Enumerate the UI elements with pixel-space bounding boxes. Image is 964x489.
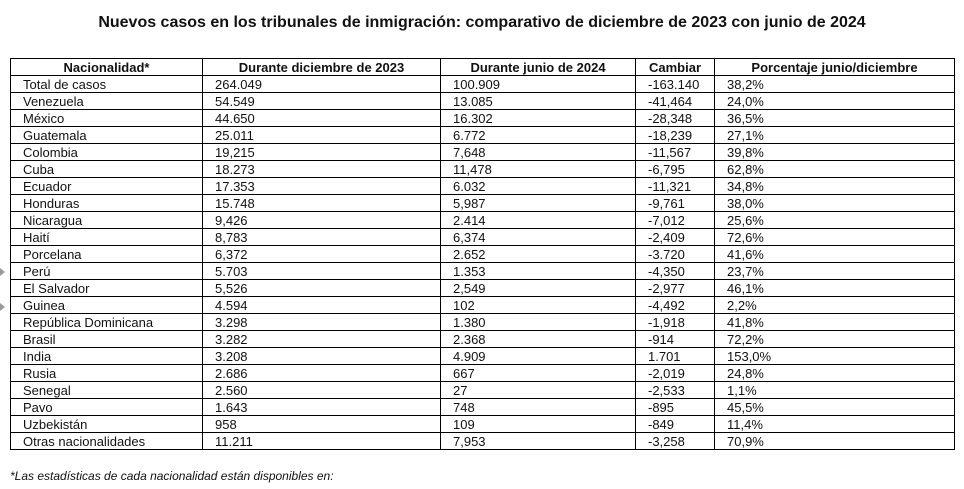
cell-june-2024: 27	[441, 382, 636, 399]
cell-change: -4,350	[636, 263, 715, 280]
table-row	[11, 76, 955, 93]
cell-december-2023: 11.211	[203, 433, 441, 450]
cell-june-2024: 6.772	[441, 127, 636, 144]
cell-december-2023: 18.273	[203, 161, 441, 178]
cell-percentage: 41,8%	[715, 314, 955, 331]
table-row	[11, 93, 955, 110]
cell-december-2023: 1.643	[203, 399, 441, 416]
cell-percentage: 153,0%	[715, 348, 955, 365]
cell-june-2024: 109	[441, 416, 636, 433]
cell-percentage: 11,4%	[715, 416, 955, 433]
cell-change: -2,409	[636, 229, 715, 246]
table-row	[11, 144, 955, 161]
table-row	[11, 263, 955, 280]
cell-change: -3,258	[636, 433, 715, 450]
cell-change: -7,012	[636, 212, 715, 229]
cell-nationality: Otras nacionalidades	[11, 433, 203, 450]
cell-percentage: 72,2%	[715, 331, 955, 348]
cell-change: -3.720	[636, 246, 715, 263]
table-row	[11, 280, 955, 297]
cell-percentage: 72,6%	[715, 229, 955, 246]
footnote: *Las estadísticas de cada nacionalidad están disponibles en:	[10, 469, 334, 483]
cell-percentage: 34,8%	[715, 178, 955, 195]
cell-nationality: México	[11, 110, 203, 127]
cell-change: -2,019	[636, 365, 715, 382]
cell-june-2024: 2.368	[441, 331, 636, 348]
cell-june-2024: 13.085	[441, 93, 636, 110]
table-row	[11, 382, 955, 399]
cell-change: 1.701	[636, 348, 715, 365]
cell-december-2023: 4.594	[203, 297, 441, 314]
cell-june-2024: 5,987	[441, 195, 636, 212]
cell-change: -1,918	[636, 314, 715, 331]
cell-june-2024: 100.909	[441, 76, 636, 93]
cell-june-2024: 1.353	[441, 263, 636, 280]
cell-december-2023: 15.748	[203, 195, 441, 212]
cell-december-2023: 3.208	[203, 348, 441, 365]
header-percentage: Porcentaje junio/diciembre	[715, 59, 955, 76]
cell-percentage: 27,1%	[715, 127, 955, 144]
table-row	[11, 314, 955, 331]
cell-change: -11,567	[636, 144, 715, 161]
cell-percentage: 38,0%	[715, 195, 955, 212]
cell-percentage: 24,0%	[715, 93, 955, 110]
cell-december-2023: 9,426	[203, 212, 441, 229]
cell-december-2023: 264.049	[203, 76, 441, 93]
cell-nationality: Pavo	[11, 399, 203, 416]
table-row	[11, 399, 955, 416]
cell-december-2023: 8,783	[203, 229, 441, 246]
header-change: Cambiar	[636, 59, 715, 76]
cell-change: -28,348	[636, 110, 715, 127]
cell-june-2024: 2.652	[441, 246, 636, 263]
cell-percentage: 24,8%	[715, 365, 955, 382]
cell-nationality: Venezuela	[11, 93, 203, 110]
header-june-2024: Durante junio de 2024	[441, 59, 636, 76]
cell-nationality: Guatemala	[11, 127, 203, 144]
cell-percentage: 41,6%	[715, 246, 955, 263]
cell-december-2023: 5.703	[203, 263, 441, 280]
header-december-2023: Durante diciembre de 2023	[203, 59, 441, 76]
table-row	[11, 195, 955, 212]
cell-nationality: Rusia	[11, 365, 203, 382]
cell-percentage: 45,5%	[715, 399, 955, 416]
cell-nationality: Senegal	[11, 382, 203, 399]
cell-change: -9,761	[636, 195, 715, 212]
cell-percentage: 39,8%	[715, 144, 955, 161]
table-body	[11, 76, 955, 450]
cell-nationality: Colombia	[11, 144, 203, 161]
table-row	[11, 212, 955, 229]
header-nationality: Nacionalidad*	[11, 59, 203, 76]
cell-june-2024: 16.302	[441, 110, 636, 127]
cell-change: -914	[636, 331, 715, 348]
cell-percentage: 46,1%	[715, 280, 955, 297]
table-row	[11, 331, 955, 348]
cell-june-2024: 11,478	[441, 161, 636, 178]
cell-change: -849	[636, 416, 715, 433]
cell-percentage: 62,8%	[715, 161, 955, 178]
table-row	[11, 365, 955, 382]
cell-nationality: Ecuador	[11, 178, 203, 195]
cell-percentage: 70,9%	[715, 433, 955, 450]
cell-december-2023: 54.549	[203, 93, 441, 110]
table-row	[11, 297, 955, 314]
cell-nationality: India	[11, 348, 203, 365]
table-row	[11, 229, 955, 246]
cell-june-2024: 6,374	[441, 229, 636, 246]
cell-change: -11,321	[636, 178, 715, 195]
table-row	[11, 416, 955, 433]
cell-change: -2,533	[636, 382, 715, 399]
cell-percentage: 38,2%	[715, 76, 955, 93]
cell-december-2023: 3.282	[203, 331, 441, 348]
cell-change: -163.140	[636, 76, 715, 93]
cell-nationality: Honduras	[11, 195, 203, 212]
cell-december-2023: 5,526	[203, 280, 441, 297]
cell-nationality: El Salvador	[11, 280, 203, 297]
cell-nationality: Porcelana	[11, 246, 203, 263]
cell-change: -2,977	[636, 280, 715, 297]
cell-nationality: Guinea	[11, 297, 203, 314]
cell-percentage: 1,1%	[715, 382, 955, 399]
table-row	[11, 348, 955, 365]
cell-june-2024: 667	[441, 365, 636, 382]
cell-december-2023: 958	[203, 416, 441, 433]
cell-june-2024: 748	[441, 399, 636, 416]
cell-change: -18,239	[636, 127, 715, 144]
table-row	[11, 161, 955, 178]
cell-june-2024: 102	[441, 297, 636, 314]
cell-change: -4,492	[636, 297, 715, 314]
cases-table	[10, 58, 955, 450]
cell-change: -41,464	[636, 93, 715, 110]
cell-june-2024: 4.909	[441, 348, 636, 365]
cell-change: -895	[636, 399, 715, 416]
cell-percentage: 36,5%	[715, 110, 955, 127]
cell-nationality: Uzbekistán	[11, 416, 203, 433]
cell-december-2023: 6,372	[203, 246, 441, 263]
cell-nationality: Perú	[11, 263, 203, 280]
cell-june-2024: 2.414	[441, 212, 636, 229]
cell-june-2024: 2,549	[441, 280, 636, 297]
cell-nationality: Cuba	[11, 161, 203, 178]
cell-percentage: 23,7%	[715, 263, 955, 280]
cell-nationality: Total de casos	[11, 76, 203, 93]
cell-december-2023: 2.686	[203, 365, 441, 382]
cell-december-2023: 19,215	[203, 144, 441, 161]
cell-december-2023: 3.298	[203, 314, 441, 331]
table-header-row	[11, 59, 955, 76]
row-marker-icon	[0, 268, 5, 276]
cell-change: -6,795	[636, 161, 715, 178]
table-row	[11, 110, 955, 127]
cell-percentage: 25,6%	[715, 212, 955, 229]
cell-june-2024: 6.032	[441, 178, 636, 195]
table-row	[11, 246, 955, 263]
cell-december-2023: 44.650	[203, 110, 441, 127]
page-title: Nuevos casos en los tribunales de inmigración: comparativo de diciembre de 2023 con junio de 2024	[98, 14, 866, 31]
table-row	[11, 178, 955, 195]
cell-december-2023: 2.560	[203, 382, 441, 399]
cell-percentage: 2,2%	[715, 297, 955, 314]
cell-nationality: Nicaragua	[11, 212, 203, 229]
cell-june-2024: 7,648	[441, 144, 636, 161]
cell-nationality: Brasil	[11, 331, 203, 348]
table-row	[11, 433, 955, 450]
cell-june-2024: 1.380	[441, 314, 636, 331]
cell-june-2024: 7,953	[441, 433, 636, 450]
cell-december-2023: 25.011	[203, 127, 441, 144]
cell-nationality: República Dominicana	[11, 314, 203, 331]
cell-december-2023: 17.353	[203, 178, 441, 195]
row-marker-icon	[0, 303, 5, 311]
table-row	[11, 127, 955, 144]
cell-nationality: Haití	[11, 229, 203, 246]
